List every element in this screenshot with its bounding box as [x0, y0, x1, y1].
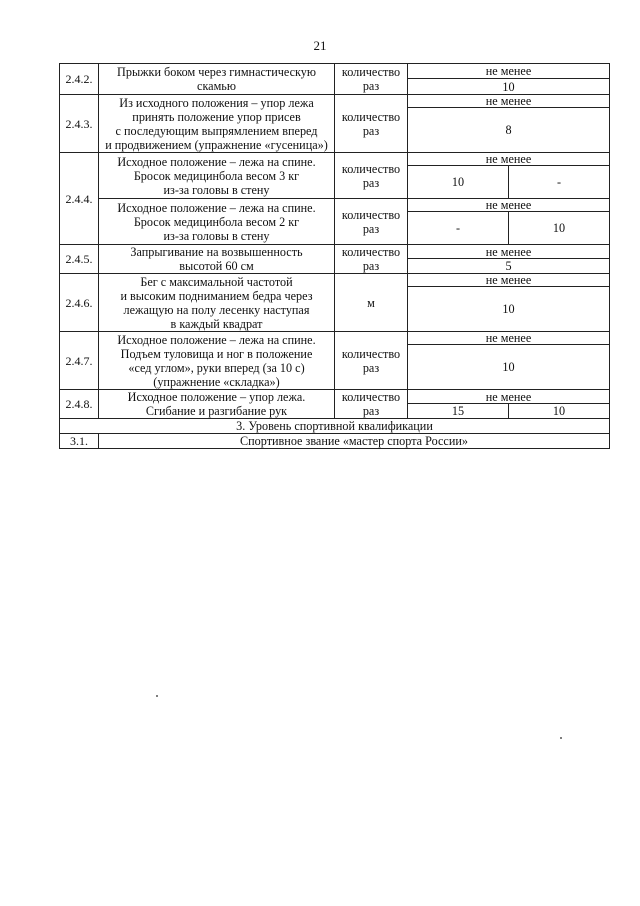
unit-cell: количество раз [335, 64, 408, 95]
row-code: 2.4.5. [60, 245, 99, 274]
row-code: 2.4.4. [60, 153, 99, 245]
unit-cell: количество раз [335, 245, 408, 274]
min-label: не менее [408, 64, 610, 79]
exercise-name: Из исходного положения – упор лежа принять положение упор присев с последующим выпрямлением вперед и продвижением (упражнение «гусеница») [99, 95, 335, 153]
scan-speck [156, 695, 158, 697]
table-row [60, 245, 610, 259]
value-cell: - [509, 166, 610, 199]
unit-cell: количество раз [335, 199, 408, 245]
row-code: 2.4.2. [60, 64, 99, 95]
exercise-name: Исходное положение – лежа на спине. Подъем туловища и ног в положение «сед углом», руки вперед (за 10 с) (упражнение «складка») [99, 332, 335, 390]
unit-cell: количество раз [335, 95, 408, 153]
value-cell: 8 [408, 108, 610, 153]
table-row [60, 199, 610, 212]
value-cell: 10 [408, 166, 509, 199]
table-row [60, 390, 610, 404]
min-label: не менее [408, 390, 610, 404]
norms-table [59, 63, 610, 449]
table-row [60, 95, 610, 108]
value-cell: 10 [408, 287, 610, 332]
page-number: 21 [313, 38, 327, 53]
exercise-name: Исходное положение – лежа на спине. Бросок медицинбола весом 2 кг из-за головы в стену [99, 199, 335, 245]
value-cell: 10 [509, 404, 610, 419]
table-row [60, 274, 610, 287]
value-cell: 5 [408, 259, 610, 274]
table-row [60, 419, 610, 434]
unit-cell: количество раз [335, 332, 408, 390]
table-row [60, 153, 610, 166]
value-cell: 10 [408, 79, 610, 95]
min-label: не менее [408, 153, 610, 166]
row-code: 2.4.6. [60, 274, 99, 332]
unit-cell: количество раз [335, 153, 408, 199]
min-label: не менее [408, 199, 610, 212]
row-code: 3.1. [60, 434, 99, 449]
exercise-name: Бег с максимальной частотой и высоким подниманием бедра через лежащую на полу лесенку наступая в каждый квадрат [99, 274, 335, 332]
value-cell: - [408, 212, 509, 245]
exercise-name: Запрыгивание на возвышенность высотой 60 см [99, 245, 335, 274]
min-label: не менее [408, 274, 610, 287]
exercise-name: Прыжки боком через гимнастическую скамью [99, 64, 335, 95]
unit-cell: м [335, 274, 408, 332]
value-cell: 15 [408, 404, 509, 419]
value-cell: 10 [509, 212, 610, 245]
row-code: 2.4.8. [60, 390, 99, 419]
exercise-name: Исходное положение – лежа на спине. Бросок медицинбола весом 3 кг из-за головы в стену [99, 153, 335, 199]
row-code: 2.4.7. [60, 332, 99, 390]
table-row [60, 64, 610, 79]
exercise-name: Исходное положение – упор лежа. Сгибание и разгибание рук [99, 390, 335, 419]
table-row [60, 332, 610, 345]
scan-speck [560, 737, 562, 739]
min-label: не менее [408, 95, 610, 108]
row-code: 2.4.3. [60, 95, 99, 153]
unit-cell: количество раз [335, 390, 408, 419]
table-row [60, 434, 610, 449]
value-cell: 10 [408, 345, 610, 390]
min-label: не менее [408, 332, 610, 345]
section-heading: 3. Уровень спортивной квалификации [60, 419, 610, 434]
min-label: не менее [408, 245, 610, 259]
qualification-text: Спортивное звание «мастер спорта России» [99, 434, 610, 449]
